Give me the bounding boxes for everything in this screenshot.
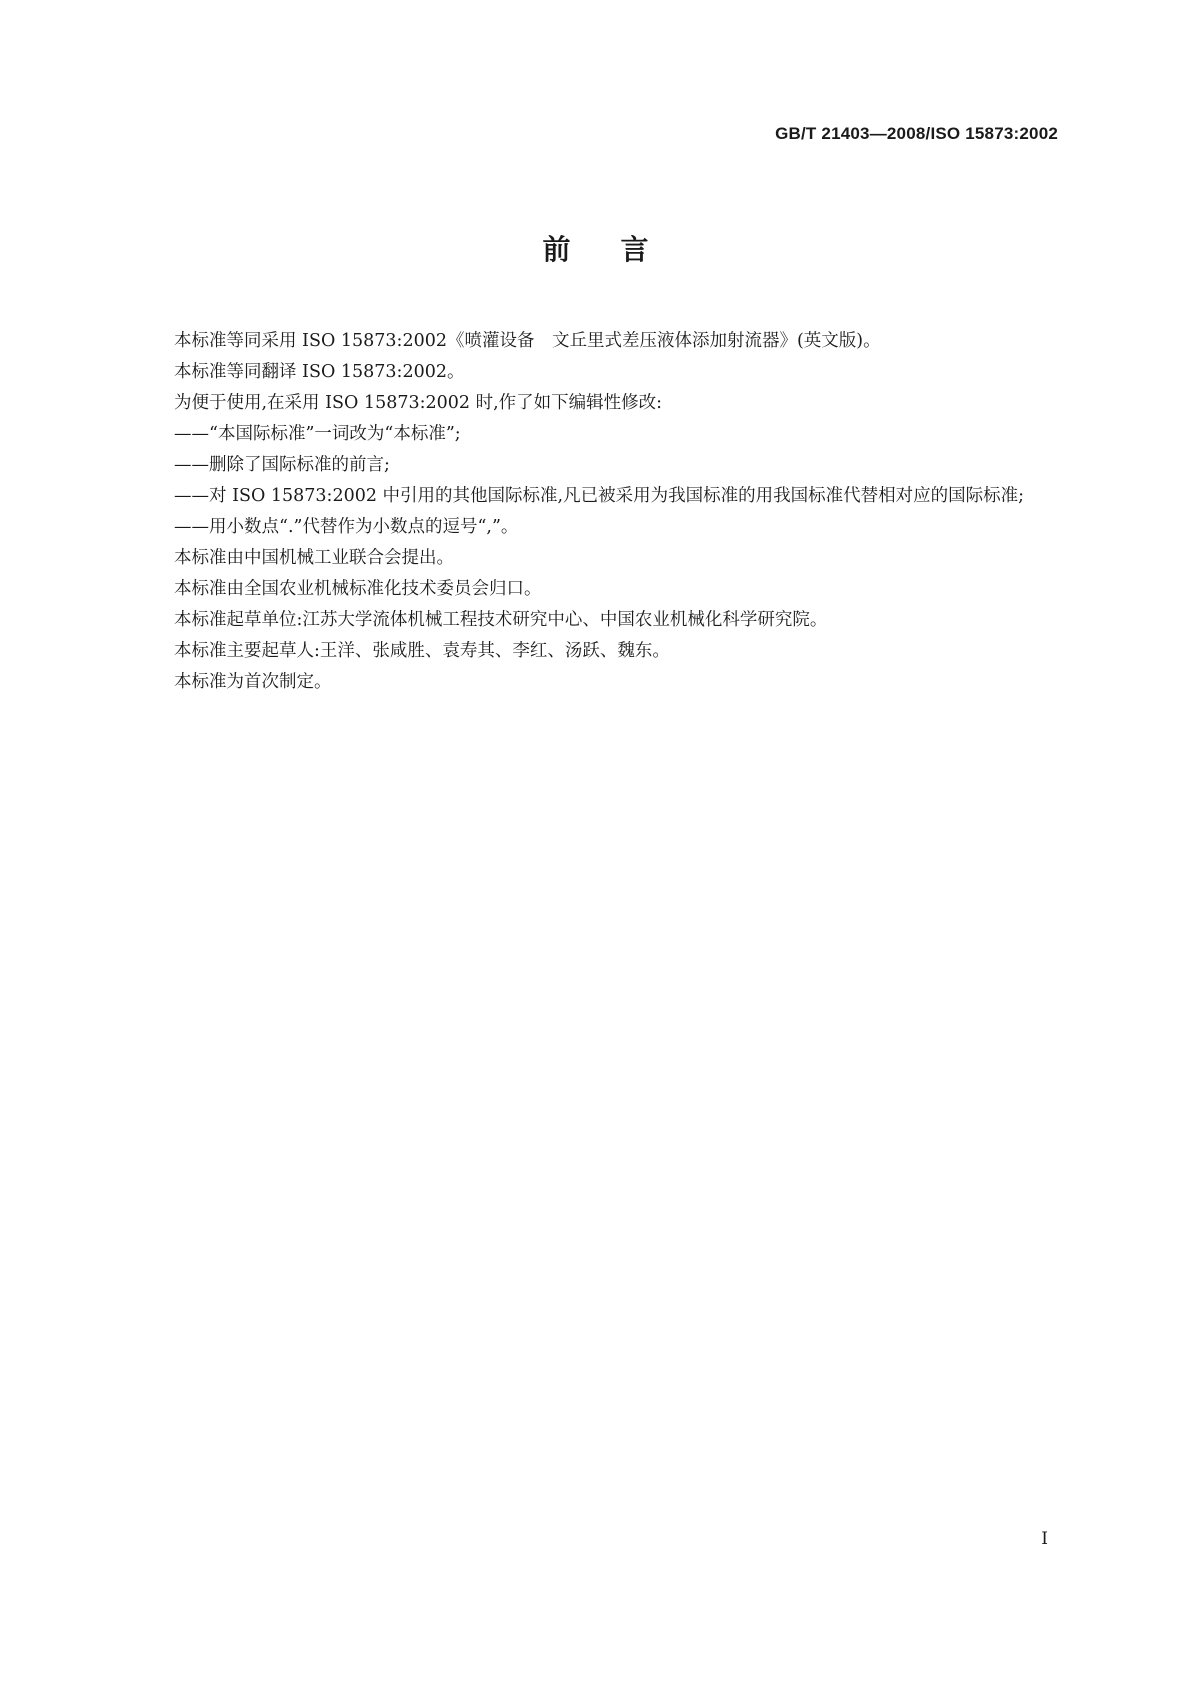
paragraph-centralized: 本标准由全国农业机械标准化技术委员会归口。 <box>174 579 542 599</box>
paragraph-translation: 本标准等同翻译 ISO 15873:2002。 <box>174 362 465 382</box>
list-item: ——对 ISO 15873:2002 中引用的其他国际标准,凡已被采用为我国标准的用我国标准代替相对应的国际标准; <box>174 486 1024 506</box>
paragraph-drafting-units: 本标准起草单位:江苏大学流体机械工程技术研究中心、中国农业机械化科学研究院。 <box>174 610 828 630</box>
paragraph-drafters: 本标准主要起草人:王洋、张咸胜、袁寿其、李红、汤跃、魏东。 <box>174 641 670 661</box>
paragraph-modifications-intro: 为便于使用,在采用 ISO 15873:2002 时,作了如下编辑性修改: <box>174 393 663 413</box>
standard-code: GB/T 21403—2008/ISO 15873:2002 <box>775 124 1058 143</box>
foreword-body <box>174 326 1058 698</box>
list-item: ——删除了国际标准的前言; <box>174 455 390 475</box>
paragraph-adoption: 本标准等同采用 ISO 15873:2002《喷灌设备 文丘里式差压液体添加射流器》(英文版)。 <box>174 331 881 351</box>
paragraph-proposer: 本标准由中国机械工业联合会提出。 <box>174 548 454 568</box>
page-title: 前言 <box>542 233 699 266</box>
list-item: ——“本国际标准”一词改为“本标准”; <box>174 424 461 444</box>
paragraph-first-edition: 本标准为首次制定。 <box>174 672 332 692</box>
page-number: I <box>1041 1529 1048 1549</box>
list-item: ——用小数点“.”代替作为小数点的逗号“,”。 <box>174 517 519 537</box>
